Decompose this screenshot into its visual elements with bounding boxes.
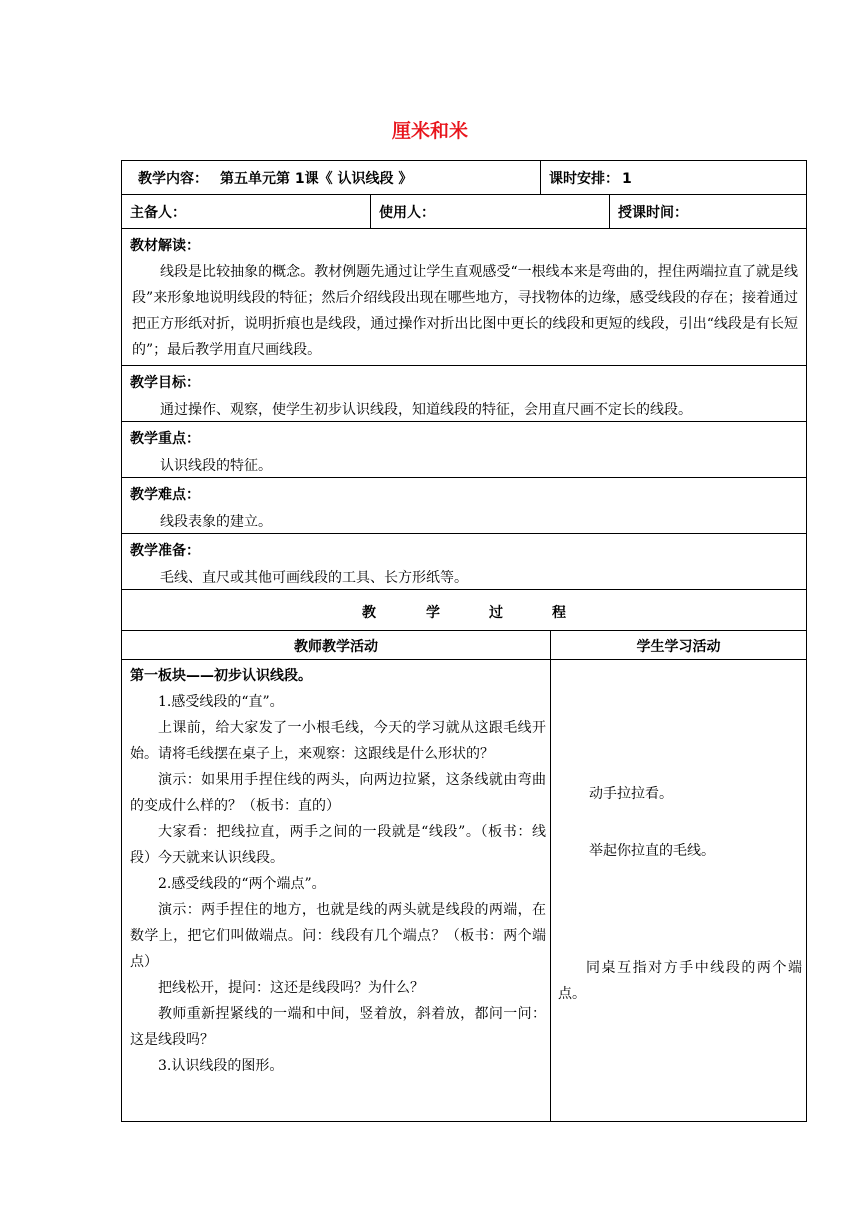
process-char-4: 程 [552,605,566,621]
keypoint-heading: 教学重点： [130,431,200,447]
section-difficulty [121,477,807,534]
teacher-step-2: 2.感受线段的“两个端点”。 [158,876,326,892]
keypoint-body: 认识线段的特征。 [160,458,272,474]
student-column-header: 学生学习活动 [636,639,721,655]
difficulty-body: 线段表象的建立。 [160,514,272,530]
row-staff [121,194,807,229]
column-headers [121,630,807,660]
activities-table [121,659,807,1122]
preparation-body: 毛线、直尺或其他可画线段的工具、长方形纸等。 [160,570,468,586]
content-label: 教学内容： [138,171,208,187]
process-char-2: 学 [426,605,440,621]
goals-body: 通过操作、观察，使学生初步认识线段，知道线段的特征，会用直尺画不定长的线段。 [160,402,692,418]
student-activity-3: 同桌互指对方手中线段的两个端点。 [558,960,802,1002]
preparer-label: 主备人： [130,205,186,221]
schedule-value: 1 [622,171,632,187]
document-title: 厘米和米 [391,120,468,142]
goals-heading: 教学目标： [130,375,200,391]
teacher-paragraph: 演示：两手捏住的地方，也就是线的两头就是线段的两端，在数学上，把它们叫做端点。问：线段有几个端点？（板书：两个端点） [130,902,546,970]
student-activity-1: 动手拉拉看。 [589,786,673,802]
section-goals [121,365,807,422]
difficulty-heading: 教学难点： [130,487,200,503]
analysis-body: 线段是比较抽象的概念。教材例题先通过让学生直观感受“一根线本来是弯曲的，捏住两端拉直了就是线段”来形象地说明线段的特征；然后介绍线段出现在哪些地方，寻找物体的边缘，感受线段的存在；接着通过把正方形纸对折，说明折痕也是线段，通过操作对折出比图中更长的线段和更短的线段，引出“线段是有长短的”；最后教学用直尺画线段。 [132,264,798,358]
teacher-paragraph: 教师重新捏紧线的一端和中间，竖着放，斜着放，都问一问：这是线段吗？ [130,1006,546,1048]
time-label: 授课时间： [618,205,688,221]
teacher-paragraph: 演示：如果用手捏住线的两头，向两边拉紧，这条线就由弯曲的变成什么样的？（板书：直的） [130,772,546,814]
teacher-paragraph: 把线松开，提问：这还是线段吗？为什么？ [158,980,424,996]
schedule-label: 课时安排： [549,171,619,187]
section-preparation [121,533,807,590]
teacher-step-1: 1.感受线段的“直”。 [158,694,284,710]
section-keypoint [121,421,807,478]
process-char-3: 过 [489,605,503,621]
process-char-1: 教 [362,605,376,621]
section-analysis [121,228,807,366]
process-header [121,589,807,631]
teacher-activities [130,663,546,1079]
user-label: 使用人： [379,205,435,221]
teacher-column-header: 教师教学活动 [294,639,378,655]
analysis-heading: 教材解读： [130,238,200,254]
student-activity-2: 举起你拉直的毛线。 [589,843,715,859]
row-lesson-content [121,160,807,195]
block-title: 第一板块——初步认识线段。 [130,668,312,684]
teacher-paragraph: 大家看：把线拉直，两手之间的一段就是“线段”。（板书：线段）今天就来认识线段。 [130,824,546,866]
content-value: 第五单元第 1课《 认识线段 》 [220,171,413,187]
teacher-step-3: 3.认识线段的图形。 [158,1058,284,1074]
teacher-paragraph: 上课前，给大家发了一小根毛线，今天的学习就从这跟毛线开始。请将毛线摆在桌子上，来观察：这跟线是什么形状的？ [130,720,546,762]
preparation-heading: 教学准备： [130,543,200,559]
